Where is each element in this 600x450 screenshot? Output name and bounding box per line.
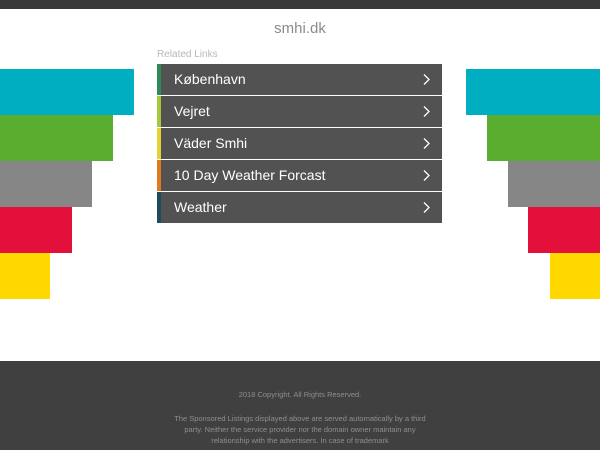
left-bar-yellow	[0, 253, 50, 299]
right-bar-cyan	[466, 69, 600, 115]
chevron-right-icon	[421, 138, 432, 149]
link-label: København	[174, 71, 246, 87]
left-bar-cyan	[0, 69, 134, 115]
chevron-right-icon	[421, 170, 432, 181]
link-vader-smhi[interactable]	[157, 128, 442, 159]
right-bar-red	[528, 207, 600, 253]
link-kobenhavn[interactable]	[157, 64, 442, 95]
link-10-day-weather-forcast[interactable]	[157, 160, 442, 191]
right-bar-green	[487, 115, 600, 161]
copyright-text: 2018 Copyright. All Rights Reserved.	[238, 390, 362, 399]
chevron-right-icon	[421, 106, 432, 117]
link-label: Vejret	[174, 103, 210, 119]
link-label: Väder Smhi	[174, 135, 248, 151]
site-title: smhi.dk	[274, 20, 326, 37]
right-bar-gray	[508, 161, 600, 207]
related-links-list	[157, 64, 442, 224]
left-bar-green	[0, 115, 113, 161]
top-bar	[0, 0, 600, 9]
right-bar-yellow	[550, 253, 600, 299]
left-bar-red	[0, 207, 72, 253]
link-label: Weather	[174, 199, 227, 215]
link-vejret[interactable]	[157, 96, 442, 127]
link-label: 10 Day Weather Forcast	[174, 167, 326, 183]
related-links-heading: Related Links	[157, 49, 218, 60]
left-bar-gray	[0, 161, 92, 207]
footer	[0, 361, 600, 450]
chevron-right-icon	[421, 74, 432, 85]
link-weather[interactable]	[157, 192, 442, 223]
chevron-right-icon	[421, 202, 432, 213]
disclaimer-text: The Sponsored Listings displayed above are served automatically by a third party. Neither the service provider nor the domain owner maintain any relationship with the advertisers. In case of trademark	[174, 414, 426, 445]
